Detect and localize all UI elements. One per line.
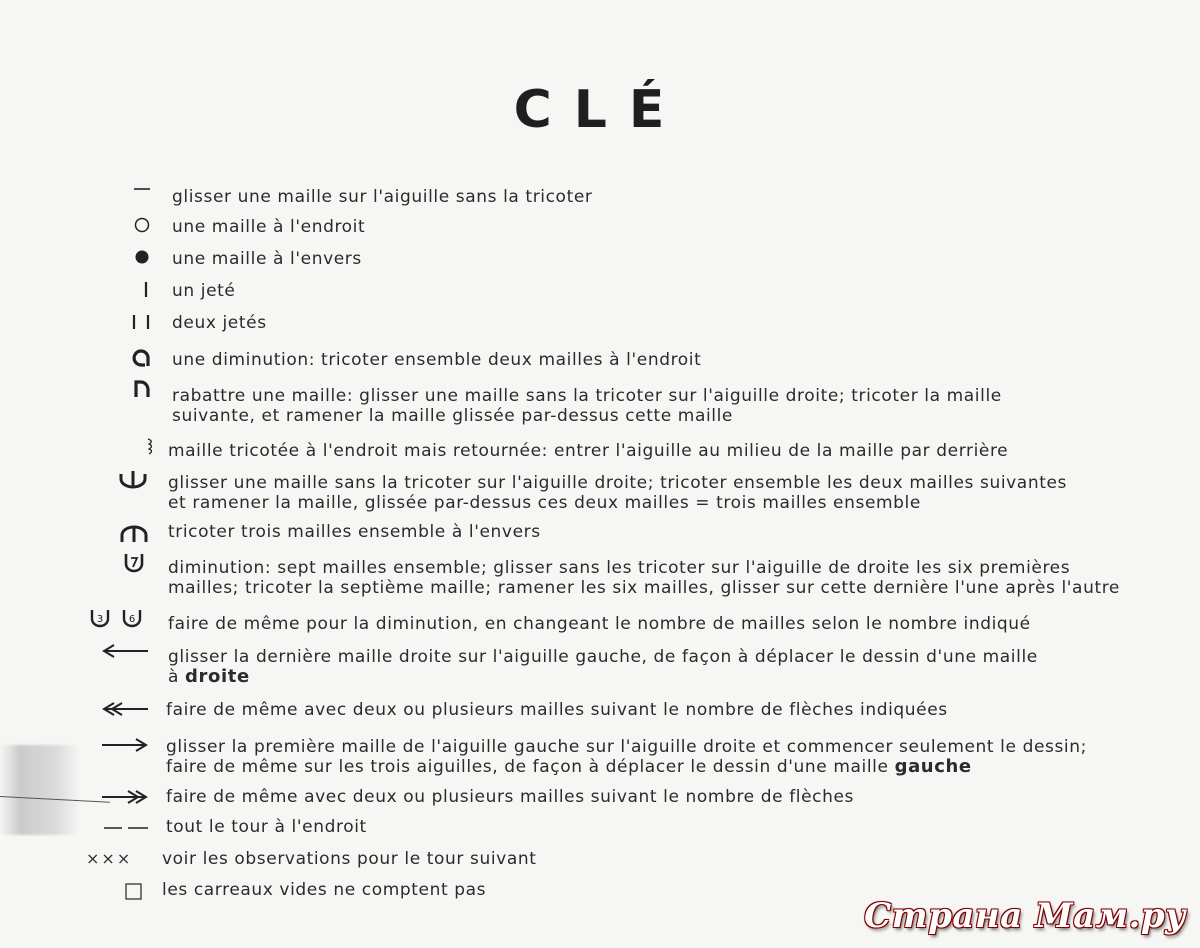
line-1: glisser la première maille de l'aiguille gauche sur l'aiguille droite et commencer seulement le dessin; [166,737,1087,757]
line-1: diminution: sept mailles ensemble; glisser sans les tricoter sur l'aiguille de droite les six premières [168,558,1071,578]
line-1: glisser une maille sans la tricoter sur l'aiguille droite; tricoter ensemble les deux mailles suivantes [168,473,1067,493]
direction-word: droite [185,666,250,687]
direction-word: gauche [894,756,972,777]
entry-text: glisser une maille sur l'aiguille sans la tricoter [172,187,593,207]
dec-7-icon [122,550,146,574]
arrow-left-icon [100,642,150,660]
line-2: suivante, et ramener la maille glissée par-dessus cette maille [172,406,733,426]
entry-text: faire de même avec deux ou plusieurs mailles suivant le nombre de flèches indiquées [166,700,948,720]
entry-text: un jeté [172,281,236,301]
entry-text: tout le tour à l'endroit [166,817,367,837]
line-2 [168,667,1120,687]
double-arrow-left-icon [100,700,150,718]
line-2: et ramener la maille, glissée par-dessus ces deux mailles = trois mailles ensemble [168,493,921,513]
line-2 [166,757,1118,777]
circle-open-icon [133,216,151,234]
line-2-text: faire de même sur les trois aiguilles, de façon à déplacer le dessin d'une maille [166,757,889,777]
skpo-icon [131,378,153,400]
square-icon [124,882,144,902]
dec-label-6: 6 [128,614,136,625]
paper-fold-mark [0,745,80,835]
double-bar-icon [128,312,154,332]
dash-icon [133,182,151,196]
twisted-stitch-icon [146,436,156,458]
circle-filled-icon [133,248,151,266]
entry-text: les carreaux vides ne comptent pas [162,880,487,900]
double-arrow-right-icon [100,788,150,806]
entry-text: une maille à l'envers [172,249,362,269]
arrow-right-icon [100,736,150,754]
entry-text: tricoter trois mailles ensemble à l'envers [168,522,541,542]
watermark-logo: Страна Мам.ру [864,896,1186,936]
entry-text: faire de même pour la diminution, en changeant le nombre de mailles selon le nombre indiqué [168,614,1031,634]
triple-purl-icon [119,522,149,544]
entry-text [172,386,1120,426]
line-2-prefix: à [168,667,180,687]
entry-text: une maille à l'endroit [172,217,366,237]
k2tog-icon [131,347,153,369]
xxx-icon: ××× [86,849,133,868]
line-2: mailles; tricoter la septième maille; ramener les six mailles, glisser sur cette dernière l'une après l'autre [168,578,1120,598]
entry-text: deux jetés [172,313,267,333]
long-dash-icon [102,822,150,834]
entry-text: maille tricotée à l'endroit mais retournée: entrer l'aiguille au milieu de la maille par derrière [168,441,1009,461]
entry-text [168,473,1120,513]
triple-knit-icon [118,468,148,490]
bar-icon [140,280,152,300]
entry-text: voir les observations pour le tour suivant [162,849,537,869]
line-1: rabattre une maille: glisser une maille sans la tricoter sur l'aiguille droite; tricoter la maille [172,386,1002,406]
entry-text: faire de même avec deux ou plusieurs mailles suivant le nombre de flèches [166,787,854,807]
dec-3-6-icon [88,606,150,630]
entry-text [168,647,1120,687]
page-title: CLÉ [513,80,687,140]
dec-label-3: 3 [96,614,104,625]
line-1: glisser la dernière maille droite sur l'aiguille gauche, de façon à déplacer le dessin d'une maille [168,647,1038,667]
entry-text [168,558,1120,598]
entry-text [166,737,1118,777]
entry-text: une diminution: tricoter ensemble deux mailles à l'endroit [172,350,702,370]
